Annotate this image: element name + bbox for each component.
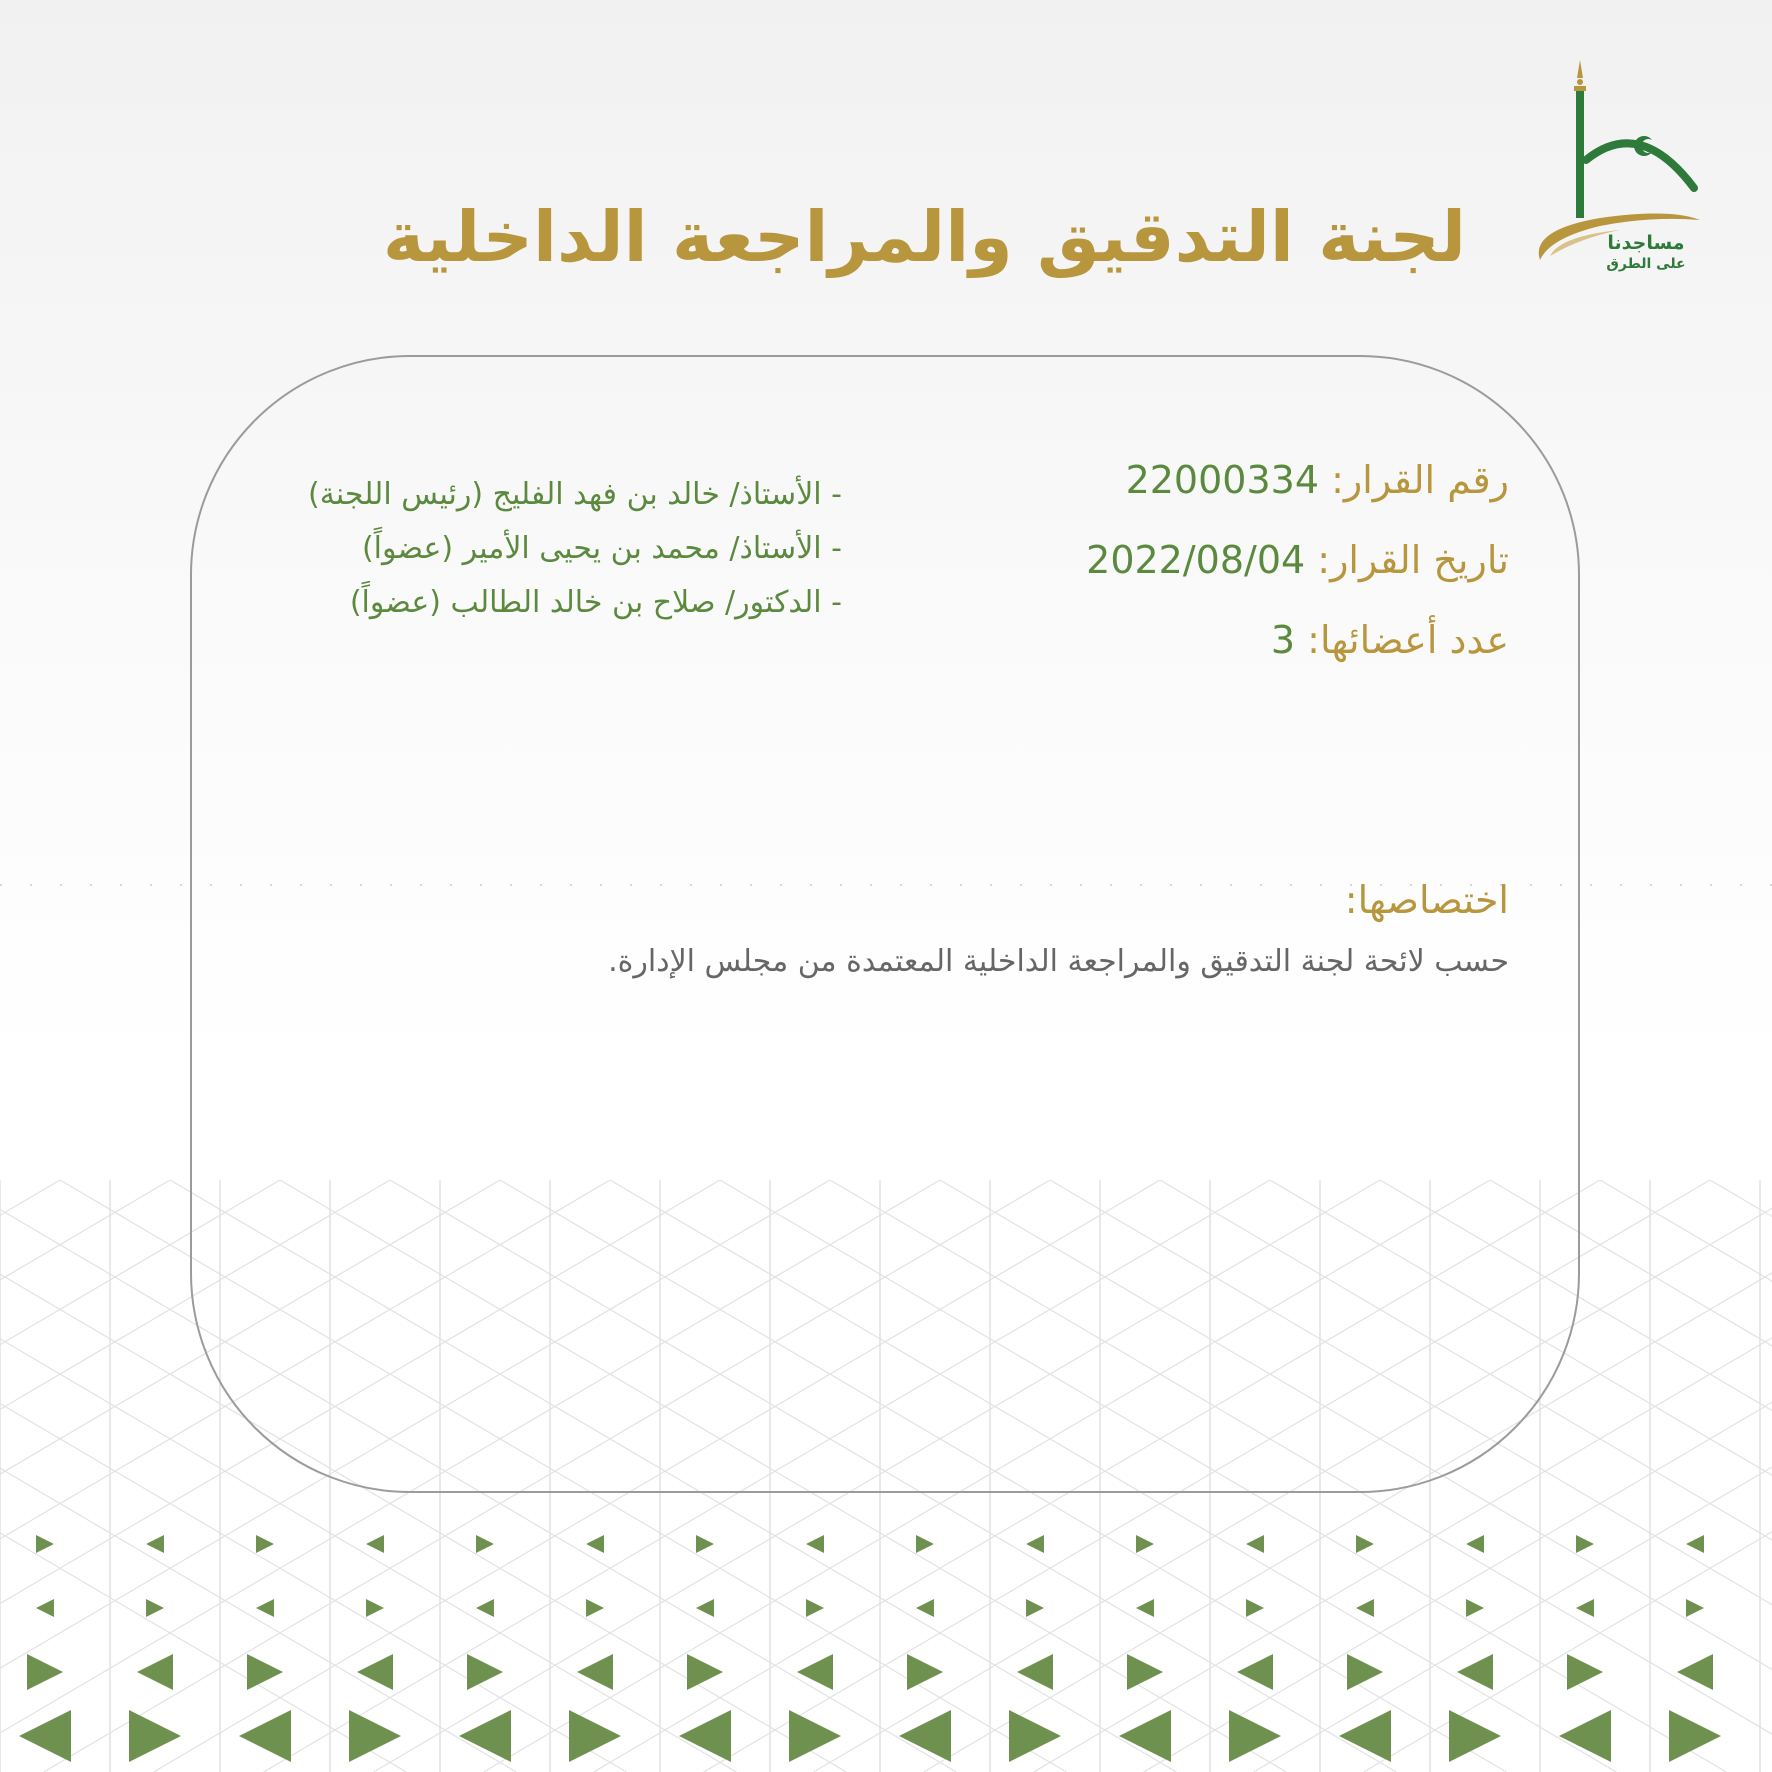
pattern-triangle <box>696 1535 714 1553</box>
pattern-triangle <box>36 1535 54 1553</box>
pattern-triangle <box>467 1654 503 1690</box>
pattern-triangle <box>1347 1654 1383 1690</box>
pattern-triangle <box>907 1654 943 1690</box>
pattern-triangle <box>1576 1535 1594 1553</box>
pattern-triangle <box>1136 1535 1154 1553</box>
pattern-triangle <box>146 1599 164 1617</box>
decision-date-row <box>1086 520 1509 600</box>
pattern-triangle <box>1686 1599 1704 1617</box>
pattern-triangle <box>586 1599 604 1617</box>
pattern-triangle <box>1356 1599 1374 1617</box>
pattern-triangle <box>696 1599 714 1617</box>
pattern-triangle <box>586 1535 604 1553</box>
pattern-triangle <box>476 1535 494 1553</box>
pattern-triangle <box>797 1654 833 1690</box>
decision-number-label: رقم القرار: <box>1319 458 1509 502</box>
pattern-triangle <box>916 1599 934 1617</box>
pattern-triangle <box>687 1654 723 1690</box>
pattern-triangle <box>1677 1654 1713 1690</box>
pattern-triangle <box>366 1599 384 1617</box>
pattern-triangle <box>1246 1599 1264 1617</box>
pattern-triangle <box>1017 1654 1053 1690</box>
pattern-triangle <box>357 1654 393 1690</box>
pattern-triangle <box>916 1535 934 1553</box>
member-item: - الدكتور/ صلاح بن خالد الطالب (عضواً) <box>349 585 842 620</box>
pattern-triangle <box>27 1654 63 1690</box>
logo-text-line2: على الطرق <box>1606 256 1686 272</box>
pattern-triangle <box>1127 1654 1163 1690</box>
members-list <box>308 468 842 630</box>
decision-number-row <box>1086 440 1509 520</box>
pattern-triangle <box>1237 1654 1273 1690</box>
pattern-triangle <box>1026 1535 1044 1553</box>
page-title: لجنة التدقيق والمراجعة الداخلية <box>382 196 1466 278</box>
pattern-triangle <box>1686 1535 1704 1553</box>
members-count-label: عدد أعضائها: <box>1295 618 1509 662</box>
pattern-triangle <box>1356 1535 1374 1553</box>
pattern-triangle <box>1246 1535 1264 1553</box>
duties-heading: اختصاصها: <box>1344 878 1509 922</box>
decision-info <box>1086 440 1509 680</box>
pattern-triangle <box>129 1710 181 1762</box>
pattern-triangle <box>137 1654 173 1690</box>
duties-text: حسب لائحة لجنة التدقيق والمراجعة الداخلية المعتمدة من مجلس الإدارة. <box>608 944 1509 979</box>
decision-date-value: 2022/08/04 <box>1086 538 1306 582</box>
pattern-triangle <box>806 1535 824 1553</box>
decision-date-label: تاريخ القرار: <box>1305 538 1509 582</box>
pattern-triangle <box>1026 1599 1044 1617</box>
pattern-triangle <box>1136 1599 1154 1617</box>
pattern-triangle <box>366 1535 384 1553</box>
member-item: - الأستاذ/ محمد بن يحيى الأمير (عضواً) <box>361 531 842 566</box>
pattern-triangle <box>146 1535 164 1553</box>
members-count-row <box>1086 600 1509 680</box>
member-item: - الأستاذ/ خالد بن فهد الفليج (رئيس اللجنة) <box>308 477 842 512</box>
pattern-triangle <box>247 1654 283 1690</box>
members-count-value: 3 <box>1270 618 1296 662</box>
logo-text-line1: مساجدنا <box>1607 232 1685 254</box>
decision-number-value: 22000334 <box>1125 458 1319 502</box>
pattern-triangle <box>256 1599 274 1617</box>
pattern-triangle <box>1576 1599 1594 1617</box>
pattern-triangle <box>1466 1535 1484 1553</box>
pattern-triangle <box>36 1599 54 1617</box>
pattern-triangle <box>476 1599 494 1617</box>
pattern-triangle <box>256 1535 274 1553</box>
pattern-triangle <box>1567 1654 1603 1690</box>
pattern-triangle <box>1466 1599 1484 1617</box>
pattern-triangle <box>806 1599 824 1617</box>
pattern-triangle <box>577 1654 613 1690</box>
pattern-triangle <box>1457 1654 1493 1690</box>
